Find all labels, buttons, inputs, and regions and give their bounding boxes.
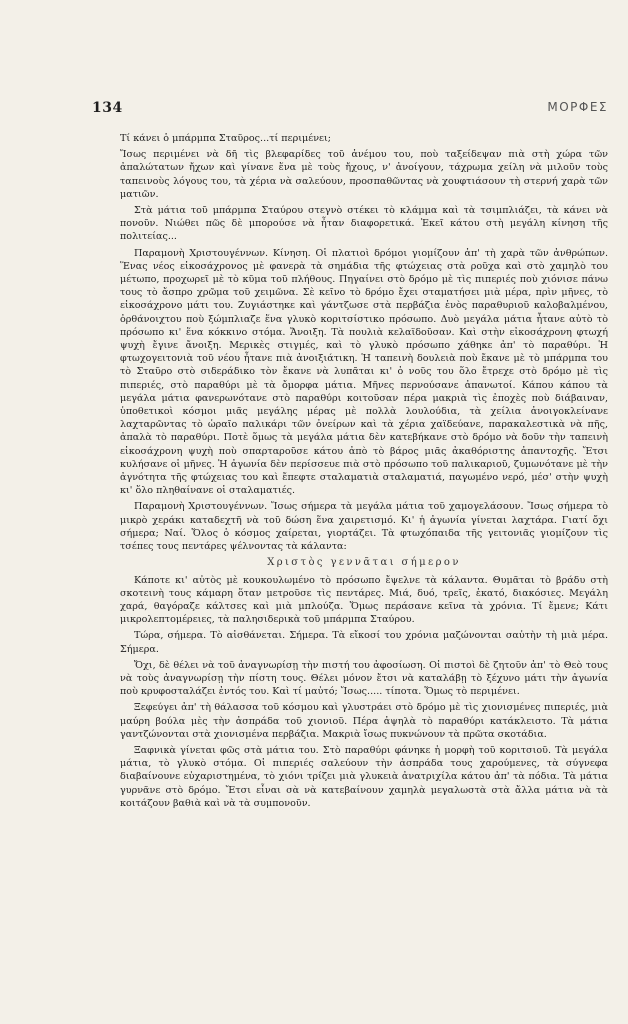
running-head: ΜΟΡΦΕΣ (547, 100, 608, 114)
paragraph: Ἴσως περιμένει νὰ δῆ τὶς βλεφαρίδες τοῦ ἀνέμου του, ποὺ ταξείδεψαν πιὰ στὴ χώρα τῶν ἀπαλώτατων ἤχων καὶ γίνανε ἕνα μὲ τοὺς ἤχους, ν' ἀνοίγουν, τάχρωμα χείλη νὰ μιλοῦν τοὺς ταπεινοὺς λόγους του, τὰ χέρια νὰ σαλεύουν, προσπαθῶντας νὰ χουφτιάσουν τὴ στερνή χαρὰ τῶν ματιῶν. (120, 149, 608, 200)
paragraph: Στὰ μάτια τοῦ μπάρμπα Σταύρου στεγνὸ στέκει τὸ κλάμμα καὶ τὰ τσιμπλιάζει, τὰ κάνει νὰ πονοῦν. Νιώθει πῶς δὲ μπορούσε νὰ ἦταν διαφορετικά. Ἐκεῖ κάτου στὴ μεγάλη κίνηση τῆς πολιτείας... (120, 205, 608, 243)
paragraph: Ξεφεύγει ἀπ' τὴ θάλασσα τοῦ κόσμου καὶ γλυστράει στὸ δρόμο μὲ τὶς χιονισμένες πιπεριές, μιὰ μαύρη βούλα μὲς τὴν ἀσπράδα τοῦ χιονιοῦ. Πέρα ἀψηλὰ τὸ παραθύρι κατάκλειστο. Τὰ μάτια γαντζώνονται στὰ χιονισμένα περβάζια. Μακριὰ ἴσως πυκνώνουν τὰ πρῶτα σκοτάδια. (120, 702, 608, 740)
paragraph: Τώρα, σήμερα. Τὸ αἰσθάνεται. Σήμερα. Τὰ εἴκοσί του χρόνια μαζώνονται σαὐτὴν τὴ μιὰ μέρα. Σήμερα. (120, 630, 608, 655)
page-header (92, 100, 614, 120)
paragraph: Ξαφνικὰ γίνεται φῶς στὰ μάτια του. Στὸ παραθύρι φάνηκε ἡ μορφὴ τοῦ κοριτσιοῦ. Τὰ μεγάλα μάτια, τὸ γλυκὸ στόμα. Οἱ πιπεριές σαλεύουν τὴν ἀσπράδα τους χαρούμενες, τὰ σύγνεφα διαβαίνουνε εὐχαριστημένα, τὸ χιόνι τρίζει μιὰ γλυκειὰ ἀνατριχίλα κάτου ἀπ' τὰ πόδια. Τὰ μάτια γυρνᾶνε στὸ δρόμο. Ἔτσι εἶναι σὰ νὰ κατεβαίνουν χαμηλὰ μεγαλωστὰ στὰ ἄλλα μάτια νὰ τὰ κοιτάζουν βαθιὰ καὶ νὰ τὰ συμπονοῦν. (120, 744, 608, 809)
paragraph: Κάποτε κι' αὐτὸς μὲ κουκουλωμένο τὸ πρόσωπο ἔψελνε τὰ κάλαντα. Θυμᾶται τὸ βράδυ στὴ σκοτεινὴ τους κάμαρη ὅταν μετροῦσε τὶς πεντάρες. Μιά, δυό, τρεῖς, ἑκατό, διακόσιες. Μεγάλη χαρά, θαγόραζε κάλτσες καὶ μιὰ μπλούζα. Ὅμως περάσανε κεῖνα τὰ χρόνια. Τί ἔμενε; Κάτι μικρολεπτομέρειες, τὰ παλησιδερικὰ τοῦ μπάρμπα Σταύρου. (120, 574, 608, 626)
paragraph: Παραμονὴ Χριστουγέννων. Κίνηση. Οἱ πλατιοὶ δρόμοι γιομίζουν ἀπ' τὴ χαρὰ τῶν ἀνθρώπων. Ἕνας νέος εἰκοσάχρονος μὲ φανερὰ τὰ σημάδια τῆς φτώχειας στὰ ροῦχα καὶ στὸ χαμηλὸ του μέτωπο, προχωρεῖ μὲ τὸ κῦμα τοῦ πλήθους. Πηγαίνει στὸ δρόμο μὲ τὶς πιπεριές ποὺ χιόνισε πάνω τους τὸ ἄσπρο χρῶμα τοῦ χειμῶνα. Σὲ κεῖνο τὸ δρόμο ἔχει σταματήσει μιὰ μέρα, πρὶν μῆνες, τὸ εἰκοσάχρονο μάτι του. Ζυγιάστηκε καὶ γάντζωσε στὰ περβάζια ἑνὸς παραθυριοῦ καλοβαλμένου, ὀρθάνοιχτου ποὺ ξώμπλιαζε ἕνα γλυκὸ κοριτσίστικο πρόσωπο. Δυὸ μεγάλα μάτια ἦτανε αὐτὸ τὸ πρόσωπο κι' ἕνα κόκκινο στόμα. Ἄνοιξη. Τὰ πουλιὰ κελαϊδοῦσαν. Καὶ στὴν εἰκοσάχρονη φτωχή ψυχὴ ἔγινε ἄνοιξη. Μερικὲς στιγμές, καὶ τὸ γλυκὸ πρόσωπο χάθηκε ἀπ' τὸ παραθύρι. Ἡ φτωχογειτονιὰ τοῦ νέου ἦτανε πιὰ ἀνοιξιάτικη. Ἡ ταπεινὴ δουλειὰ ποὺ ἔκανε μὲ τὸ μπάρμπα του τὸ Σταῦρο στὸ σιδεράδικο τὸν ἔκανε νὰ λυπᾶται κι' ὁ νοῦς του ὅλο ἔτρεχε στὸ δρόμο μὲ τὶς πιπεριές, στὸ παραθύρι μὲ τὰ ὄμορφα μάτια. Μῆνες περνούσανε ἀπανωτοί. Κάπου κάπου τὰ μεγάλα μάτια φανερωνότανε στὸ παραθύρι κοιτοῦσαν πέρα μακριὰ τὶς ἐποχὲς ποὺ διάβαιναν, ὑποθετικοὶ κόσμοι μιᾶς μεγάλης μέρας μὲ πολλὰ λουλούδια, τὰ χείλια ἀνοιγοκλείνανε λαχταρῶντας τὸ ὡραῖο παλικάρι τῶν ὀνείρων καὶ τὰ χέρια χαϊδεύανε, παρακαλεστικὰ νὰ πῆς, ἀπαλὰ τὸ παραθύρι. Ποτὲ ὅμως τὰ μεγάλα μάτια δὲν κατεβήκανε στὸ δρόμο νὰ δοῦν τὴν ταπεινὴ εἰκοσάχρονη ψυχὴ ποὺ σπαρταροῦσε κάτου ἀπὸ τὸ βάρος μιᾶς ἀκαθόριστης ἀπαντοχῆς. Ἔτσι κυλήσανε οἱ μῆνες. Ἡ ἀγωνία δὲν περίσσευε πιὰ στὸ πρόσωπο τοῦ παλικαριοῦ, ζυμωνότανε μὲ τὴν ἀγνότητα τῆς φτώχειας του καὶ ἔπεφτε σταλαματιὰ σταλαματιά, παγωμένο νερό, μέσ' στὴν ψυχὴ κι' ὅλο πληθαίνανε οἱ σταλαματιές. (120, 247, 608, 497)
paragraph: Ὄχι, δὲ θέλει νὰ τοῦ ἀναγνωρίσῃ τὴν πιστή του ἀφοσίωση. Οἱ πιστοὶ δὲ ζητοῦν ἀπ' τὸ Θεὸ τους νὰ τοὺς ἀναγνωρίσῃ τὴν πίστη τους. Θέλει μόνον ἔτσι νὰ καταλάβῃ τὸ ξέχυνο μάτι τὴν ἀγωνία ποὺ κρυφοσταλάζει ἐντός του. Καὶ τί μαὐτό; Ἴσως..... τίποτα. Ὅμως τὸ περιμένει. (120, 659, 608, 698)
body-text (120, 132, 608, 813)
paragraph: Τί κάνει ὁ μπάρμπα Σταῦρος...τί περιμένει; (120, 133, 331, 144)
paragraph: Παραμονὴ Χριστουγέννων. Ἴσως σήμερα τὰ μεγάλα μάτια τοῦ χαμογελάσουν. Ἴσως σήμερα τὸ μικρὸ χεράκι καταδεχτῆ νὰ τοῦ δώση ἕνα χαιρετισμό. Κι' ἡ ἀγωνία γίνεται λαχτάρα. Γιατί ὄχι σήμερα; Ναί. Ὅλος ὁ κόσμος χαίρεται, γιορτάζει. Τὰ φτωχόπαιδα τῆς γειτονιᾶς γιομίζουν τὶς τσέπες τους πεντάρες ψέλνοντας τὰ κάλαντα: (120, 501, 608, 553)
page-number: 134 (92, 100, 123, 116)
section-title: Χριστὸς γεννᾶται σήμερον (267, 557, 461, 569)
